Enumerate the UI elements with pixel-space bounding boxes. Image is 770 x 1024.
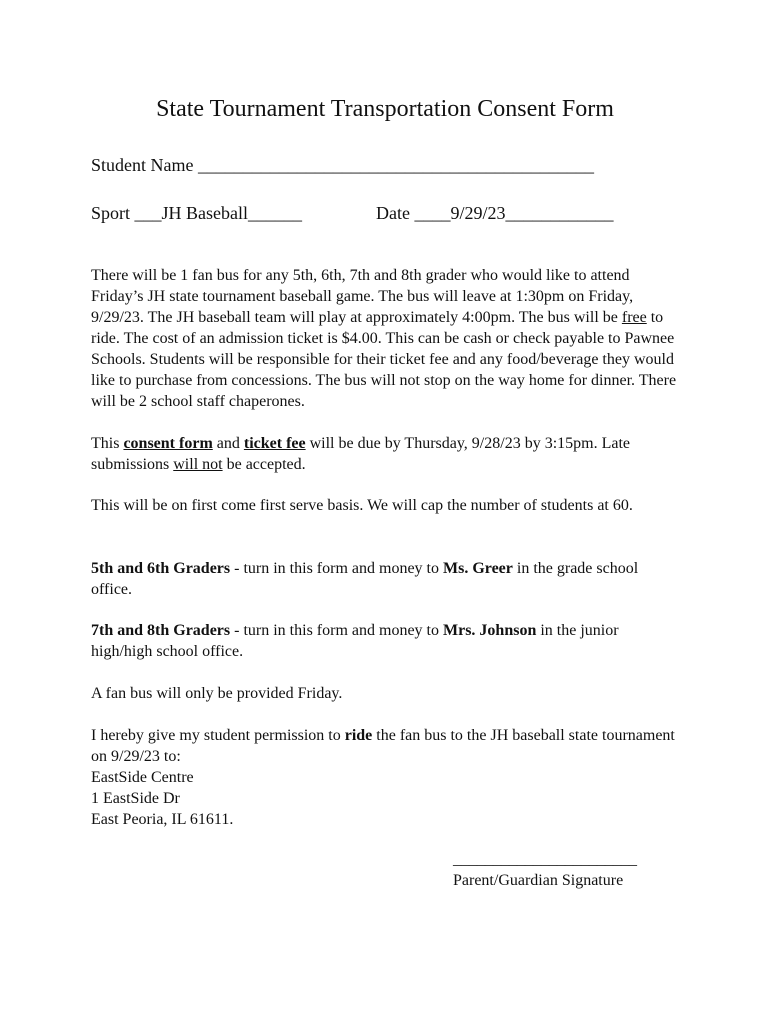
due-text-b: and <box>212 435 244 452</box>
ms-greer-name: Ms. Greer <box>442 560 513 577</box>
page-title: State Tournament Transportation Consent Form <box>156 96 614 122</box>
capacity-paragraph: This will be on first come first serve basis. We will cap the number of students at 60. <box>91 497 633 514</box>
due-date-paragraph <box>91 433 681 475</box>
grade-5-6-text-b: in the grade school office. <box>91 560 639 598</box>
due-text-c: will be due by Thursday, 9/28/23 by 3:15pm. Late submissions <box>91 435 631 473</box>
bus-info-paragraph <box>91 265 681 412</box>
consent-form-emphasis: consent form <box>123 435 213 452</box>
signature-label: Parent/Guardian Signature <box>453 872 624 889</box>
free-emphasis: free <box>621 309 647 326</box>
permission-text-a: I hereby give my student permission to <box>91 727 345 744</box>
grade-5-6-label: 5th and 6th Graders <box>91 560 231 577</box>
permission-text-b: the fan bus to the JH baseball state tournament on 9/29/23 to: <box>91 727 675 765</box>
address-line-1: EastSide Centre <box>91 769 194 786</box>
address-line-2: 1 EastSide Dr <box>91 790 180 807</box>
signature-line: _______________________ <box>453 851 637 868</box>
bus-info-text: There will be 1 fan bus for any 5th, 6th, 7th and 8th grader who would like to attend Friday’s JH state tournament baseball game. The bus will leave at 1:30pm on Friday, 9/29/23. The JH baseball team will play at approximately 4:00pm. The bus will be <box>91 267 634 326</box>
grade-7-8-paragraph <box>91 620 681 662</box>
grade-7-8-text-b: in the junior high/high school office. <box>91 622 619 660</box>
ticket-fee-emphasis: ticket fee <box>243 435 306 452</box>
student-name-blank: ____________________________________________ <box>197 155 594 175</box>
bus-info-text-rest: to ride. The cost of an admission ticket is $4.00. This can be cash or check payable to Pawnee Schools. Students will be responsible for their ticket fee and any food/beverage they would like to purchase from concessions. The bus will not stop on the way home for dinner. There will be 2 school staff chaperones. <box>91 309 677 410</box>
sport-label: Sport <box>91 203 131 223</box>
grade-7-8-label: 7th and 8th Graders <box>91 622 231 639</box>
due-text-a: This <box>91 435 124 452</box>
student-name-label: Student Name <box>91 155 194 175</box>
sport-value: ___JH Baseball______ <box>134 203 302 223</box>
permission-paragraph <box>91 725 681 830</box>
due-text-d: be accepted. <box>222 456 306 473</box>
ride-emphasis: ride <box>344 727 373 744</box>
mrs-johnson-name: Mrs. Johnson <box>442 622 537 639</box>
sport-field <box>91 202 302 224</box>
date-field <box>376 202 614 224</box>
date-label: Date <box>376 203 410 223</box>
date-value: ____9/29/23____________ <box>414 203 614 223</box>
will-not-emphasis: will not <box>173 456 223 473</box>
address-line-3: East Peoria, IL 61611. <box>91 811 234 828</box>
student-name-field <box>91 154 594 176</box>
grade-5-6-paragraph <box>91 558 681 600</box>
friday-only-paragraph: A fan bus will only be provided Friday. <box>91 685 343 702</box>
grade-7-8-text-a: - turn in this form and money to <box>230 622 443 639</box>
grade-5-6-text-a: - turn in this form and money to <box>230 560 443 577</box>
